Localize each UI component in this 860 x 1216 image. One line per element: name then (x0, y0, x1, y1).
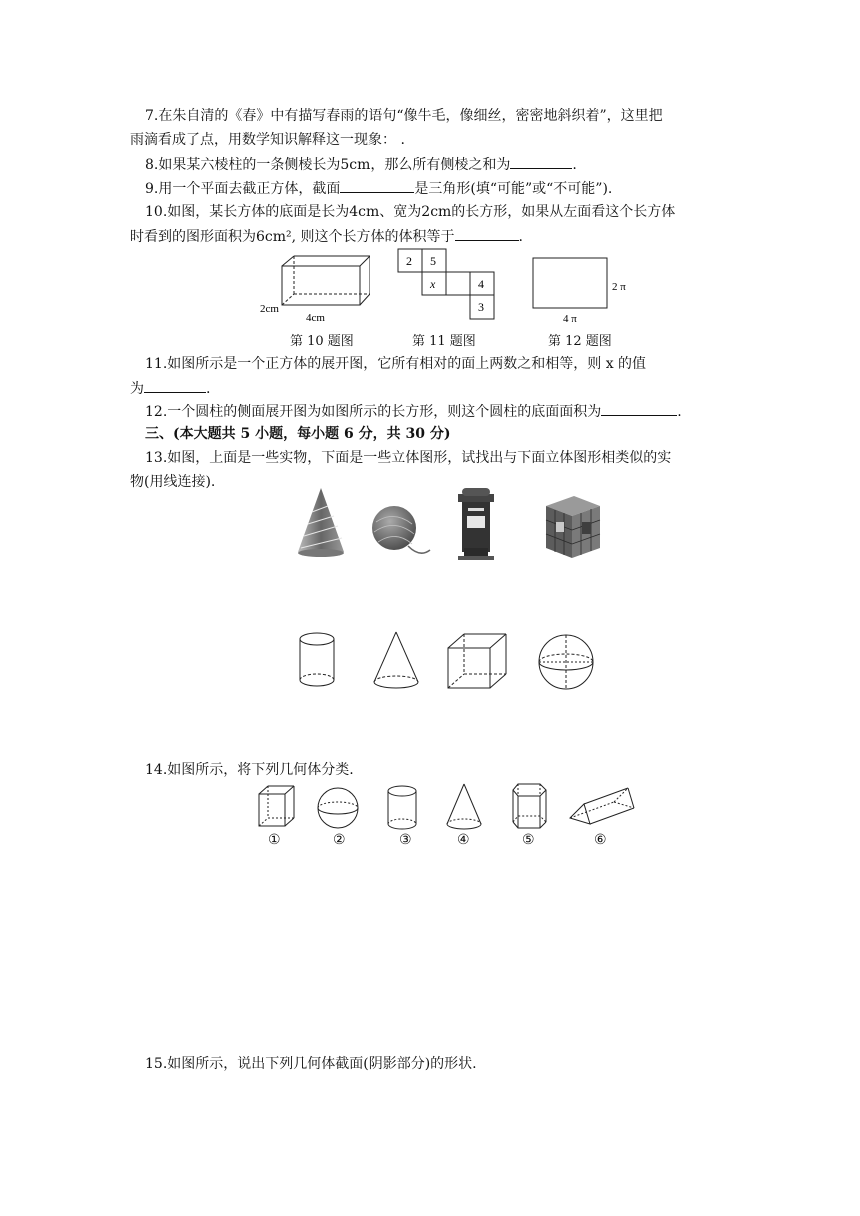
q8-end: . (572, 157, 577, 173)
q14-shape-5-hexagonal-prism (510, 782, 550, 832)
q12-answer-blank[interactable] (601, 401, 677, 416)
q9-end: 是三角形(填“可能”或“不可能”). (414, 181, 613, 197)
fig12-width-label: 4 π (563, 313, 577, 325)
q9-question (145, 178, 612, 199)
q10-line1: 10.如图，某长方体的底面是长为4cm、宽为2cm的长方形，如果从左面看这个长方体 (145, 204, 676, 220)
figure-12-rectangle (530, 255, 640, 327)
q12-text: 12.一个圆柱的侧面展开图为如图所示的长方形，则这个圆柱的底面面积为 (145, 404, 602, 420)
q11-end: . (206, 381, 211, 397)
shape-cone (370, 630, 422, 692)
q14-label-5: ⑤ (522, 832, 535, 848)
q14-shape-3-cylinder (385, 784, 419, 832)
q14-shape-6-triangular-prism (566, 784, 638, 828)
fig10-length-label: 4cm (306, 312, 325, 324)
q13-line1: 13.如图，上面是一些实物，下面是一些立体图形，试找出与下面立体图形相类似的实 (145, 450, 672, 466)
q9-answer-blank[interactable] (340, 178, 414, 193)
figure-11-cube-net (397, 248, 499, 324)
q14-label-3: ③ (399, 832, 412, 848)
shape-cube (446, 632, 508, 692)
photo-yarn-ball-sphere (368, 502, 432, 560)
section-3-heading: 三、(本大题共 5 小题，每小题 6 分，共 30 分) (145, 426, 451, 442)
q9-text: 9.用一个平面去截正方体，截面 (145, 181, 341, 197)
photo-mailbox-cylinder (456, 486, 498, 562)
fig10-caption: 第 10 题图 (290, 334, 354, 349)
q8-text: 8.如果某六棱柱的一条侧棱长为5cm，那么所有侧棱之和为 (145, 157, 511, 173)
q12-question (145, 401, 682, 422)
q15-question: 15.如图所示，说出下列几何体截面(阴影部分)的形状. (145, 1056, 477, 1072)
fig12-caption: 第 12 题图 (548, 334, 612, 349)
q13-line2: 物(用线连接). (130, 474, 216, 490)
q14-shape-1-cuboid (256, 784, 296, 830)
q14-label-6: ⑥ (594, 832, 607, 848)
q7-line1: 7.在朱自清的《春》中有描写春雨的语句“像牛毛，像细丝，密密地斜织着”，这里把 (145, 108, 663, 124)
q7-line2: 雨滴看成了点，用数学知识解释这一现象： . (130, 132, 405, 148)
fig11-cell-4: 4 (478, 277, 484, 291)
shape-sphere (536, 632, 596, 692)
q11-text: 为 (130, 381, 144, 397)
q14-question: 14.如图所示，将下列几何体分类. (145, 762, 354, 778)
q11-answer-blank[interactable] (144, 378, 206, 393)
fig11-cell-x: x (430, 277, 436, 291)
fig10-width-label: 2cm (260, 303, 279, 315)
q14-label-4: ④ (457, 832, 470, 848)
q14-label-1: ① (268, 832, 281, 848)
q8-question (145, 154, 577, 175)
photo-christmas-tree-cone (292, 486, 350, 558)
q10-answer-blank[interactable] (455, 226, 519, 241)
q14-shape-4-cone (444, 782, 484, 832)
q14-shape-2-sphere (314, 786, 362, 830)
fig11-caption: 第 11 题图 (412, 334, 476, 349)
q8-answer-blank[interactable] (510, 154, 572, 169)
fig12-height-label: 2 π (612, 281, 626, 293)
shape-cylinder (296, 630, 338, 690)
q10-end: . (518, 229, 523, 245)
fig11-cell-3: 3 (478, 300, 484, 314)
q14-label-2: ② (333, 832, 346, 848)
photo-puzzle-cube (534, 492, 604, 562)
q11-line1: 11.如图所示是一个正方体的展开图，它所有相对的面上两数之和相等，则 x 的值 (145, 356, 647, 372)
fig11-cell-2: 5 (430, 254, 436, 268)
q10-text: 时看到的图形面积为6cm², 则这个长方体的体积等于 (130, 229, 455, 245)
q11-line2 (130, 378, 210, 399)
q12-end: . (677, 404, 682, 420)
figure-10-cuboid (258, 252, 370, 324)
fig11-cell-1: 2 (406, 254, 412, 268)
q10-line2 (130, 226, 523, 247)
